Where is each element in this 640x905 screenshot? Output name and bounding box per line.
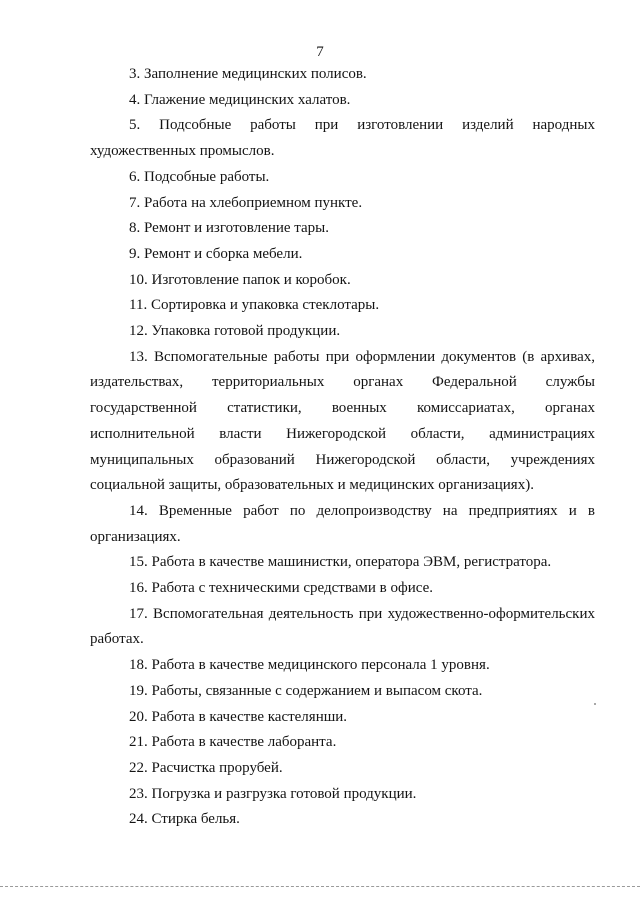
list-item: 16. Работа с техническими средствами в офисе. — [129, 580, 433, 597]
list-item: 20. Работа в качестве кастелянши. — [129, 708, 348, 725]
list-item: 17. Вспомогательная деятельность при художественно-оформительских работах. — [90, 605, 595, 648]
list-item: 24. Стирка белья. — [129, 811, 240, 828]
list-item: 23. Погрузка и разгрузка готовой продукции. — [129, 785, 417, 802]
list-item: 11. Сортировка и упаковка стеклотары. — [129, 297, 380, 314]
scan-edge-dash — [0, 886, 640, 887]
list-item: 12. Упаковка готовой продукции. — [129, 323, 341, 340]
list-item: 3. Заполнение медицинских полисов. — [129, 66, 367, 82]
list-item: 14. Временные работ по делопроизводству на предприятиях и в организациях. — [90, 502, 595, 545]
scan-speck — [594, 703, 596, 705]
list-item: 8. Ремонт и изготовление тары. — [129, 220, 330, 237]
page-number: 7 — [316, 44, 324, 60]
list-item: 5. Подсобные работы при изготовлении изделий народных художественных промыслов. — [90, 117, 595, 160]
list-item: 7. Работа на хлебоприемном пункте. — [129, 194, 363, 211]
list-item: 9. Ремонт и сборка мебели. — [129, 245, 303, 262]
list-item: 10. Изготовление папок и коробок. — [129, 271, 351, 288]
list-item: 6. Подсобные работы. — [129, 168, 270, 185]
list-item: 15. Работа в качестве машинистки, оператора ЭВМ, регистратора. — [129, 554, 552, 571]
list-item: 18. Работа в качестве медицинского персонала 1 уровня. — [129, 657, 490, 674]
work-list — [90, 62, 595, 833]
list-item: 13. Вспомогательные работы при оформлении документов (в архивах, издательствах, территориальных органах Федеральной службы государственной статистики, военных комиссариатах, органах исполнительной власти Нижегородской области, администрациях муниципальных образований Нижегородской области, учреждениях социальной защиты, образовательных и медицинских организациях). — [90, 348, 595, 494]
list-item: 19. Работы, связанные с содержанием и выпасом скота. — [129, 682, 483, 699]
list-item: 4. Глажение медицинских халатов. — [129, 91, 351, 108]
list-item: 22. Расчистка прорубей. — [129, 759, 283, 776]
list-item: 21. Работа в качестве лаборанта. — [129, 734, 337, 751]
